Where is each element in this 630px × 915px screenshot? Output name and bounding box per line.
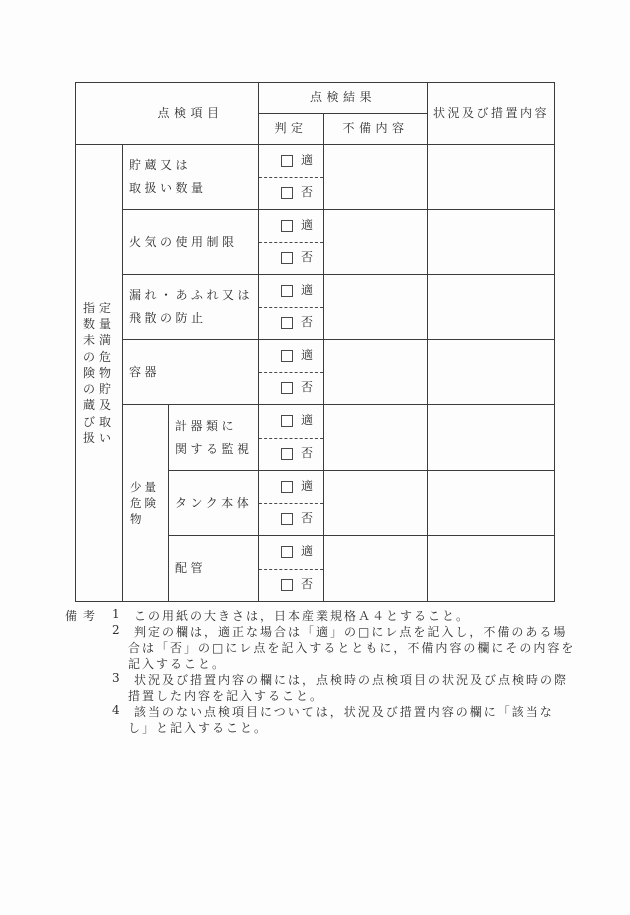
remarks-line xyxy=(0,671,630,687)
pass-label: 適 xyxy=(301,544,314,559)
item-line: 関する監視 xyxy=(175,441,253,456)
group-label-line: び取 xyxy=(83,414,116,429)
remarks-line xyxy=(0,607,630,623)
remarks-text: 措置した内容を記入すること。 xyxy=(128,689,325,703)
header-items xyxy=(76,83,259,145)
fail-checkbox[interactable] xyxy=(281,317,293,329)
remarks-number: 3 xyxy=(112,671,120,685)
pass-checkbox[interactable] xyxy=(281,415,293,427)
deficiency-cell xyxy=(324,405,428,471)
remarks-text: 状況及び措置内容の欄には，点検時の点検項目の状況及び点検時の際 xyxy=(134,673,569,687)
header-judgement-label: 判定 xyxy=(274,121,308,136)
inspection-table xyxy=(75,82,555,602)
judgement-cell xyxy=(259,536,324,601)
deficiency-cell xyxy=(324,536,428,601)
pass-option xyxy=(259,145,323,177)
group-label-line: の危 xyxy=(83,349,116,364)
remarks-line xyxy=(0,639,630,655)
status-cell xyxy=(428,145,554,210)
group-label-line: 険物 xyxy=(83,365,116,380)
pass-checkbox[interactable] xyxy=(281,220,293,232)
item-cell-instruments xyxy=(169,405,259,471)
fail-label: 否 xyxy=(301,315,314,330)
pass-option xyxy=(259,536,323,569)
judgement-cell xyxy=(259,405,324,471)
pass-label: 適 xyxy=(301,218,314,233)
fail-label: 否 xyxy=(301,445,314,460)
header-results-label: 点検結果 xyxy=(309,90,376,105)
remarks-number: 4 xyxy=(112,703,120,717)
fail-option xyxy=(259,503,323,535)
judgement-cell xyxy=(259,275,324,340)
item-line: 計器類に xyxy=(175,418,238,433)
remarks-line xyxy=(0,703,630,719)
item-cell-tank-body xyxy=(169,471,259,536)
subgroup-label-line: 危険 xyxy=(130,496,159,510)
item-cell-leak-prevention xyxy=(123,275,259,340)
pass-label: 適 xyxy=(301,479,314,494)
fail-checkbox[interactable] xyxy=(281,448,293,460)
deficiency-cell xyxy=(324,210,428,275)
status-cell xyxy=(428,471,554,536)
fail-label: 否 xyxy=(301,511,314,526)
fail-option xyxy=(259,438,323,471)
pass-checkbox[interactable] xyxy=(281,350,293,362)
header-deficiency xyxy=(324,114,428,145)
fail-checkbox[interactable] xyxy=(281,252,293,264)
remarks-text: この用紙の大きさは，日本産業規格Ａ４とすること。 xyxy=(134,609,471,623)
pass-checkbox[interactable] xyxy=(281,155,293,167)
status-cell xyxy=(428,340,554,405)
fail-checkbox[interactable] xyxy=(281,382,293,394)
fail-label: 否 xyxy=(301,380,314,395)
item-line: 取扱い数量 xyxy=(129,181,207,195)
group-label-cell xyxy=(76,145,123,601)
remarks-line xyxy=(0,719,630,735)
judgement-cell xyxy=(259,340,324,405)
remarks-text: し」と記入すること。 xyxy=(128,721,269,735)
item-line: 配管 xyxy=(175,561,207,575)
item-line: タンク本体 xyxy=(175,495,253,510)
group-label-line: 数量 xyxy=(83,316,116,331)
item-cell-piping xyxy=(169,536,259,601)
group-label-line: 扱い xyxy=(83,431,116,446)
item-line: 漏れ・あふれ又は xyxy=(129,288,254,302)
remarks-section xyxy=(0,607,630,747)
deficiency-cell xyxy=(324,145,428,210)
pass-option xyxy=(259,210,323,242)
pass-checkbox[interactable] xyxy=(281,285,293,297)
subgroup-label-line: 少量 xyxy=(130,480,159,494)
fail-option xyxy=(259,307,323,339)
fail-checkbox[interactable] xyxy=(281,579,293,591)
item-line: 飛散の防止 xyxy=(129,311,207,325)
remarks-line xyxy=(0,623,630,639)
fail-option xyxy=(259,569,323,602)
judgement-cell xyxy=(259,210,324,275)
header-status xyxy=(428,83,554,145)
judgement-cell xyxy=(259,471,324,536)
pass-option xyxy=(259,340,323,372)
subgroup-label-cell xyxy=(123,405,169,601)
pass-option xyxy=(259,275,323,307)
item-line: 火気の使用制限 xyxy=(129,234,238,249)
header-results xyxy=(259,83,428,114)
remarks-line xyxy=(0,655,630,671)
item-line: 容器 xyxy=(129,364,161,379)
pass-checkbox[interactable] xyxy=(281,481,293,493)
fail-option xyxy=(259,372,323,404)
status-cell xyxy=(428,275,554,340)
group-label-line: 未満 xyxy=(83,333,116,348)
fail-checkbox[interactable] xyxy=(281,513,293,525)
deficiency-cell xyxy=(324,275,428,340)
remarks-number: 2 xyxy=(112,623,120,637)
deficiency-cell xyxy=(324,471,428,536)
pass-option xyxy=(259,405,323,438)
item-cell-container xyxy=(123,340,259,405)
fail-option xyxy=(259,242,323,274)
group-label-line: の貯 xyxy=(83,382,116,397)
remarks-text: 合は「否」の□にレ点を記入するとともに，不備内容の欄にその内容を xyxy=(128,641,576,655)
pass-label: 適 xyxy=(301,348,314,363)
pass-label: 適 xyxy=(301,153,314,168)
header-deficiency-label: 不備内容 xyxy=(342,121,409,136)
fail-label: 否 xyxy=(301,250,314,265)
item-cell-fire-restriction xyxy=(123,210,259,275)
fail-checkbox[interactable] xyxy=(281,187,293,199)
item-line: 貯蔵又は xyxy=(129,158,192,172)
pass-checkbox[interactable] xyxy=(281,546,293,558)
remarks-text: 判定の欄は，適正な場合は「適」の□にレ点を記入し，不備のある場 xyxy=(134,625,568,639)
fail-label: 否 xyxy=(301,185,314,200)
fail-label: 否 xyxy=(301,576,314,591)
remarks-number: 1 xyxy=(112,607,120,621)
remarks-text: 記入すること。 xyxy=(128,657,227,671)
status-cell xyxy=(428,405,554,471)
status-cell xyxy=(428,536,554,601)
group-label-line: 蔵及 xyxy=(83,398,116,413)
fail-option xyxy=(259,177,323,209)
remarks-text: 該当のない点検項目については，状況及び措置内容の欄に「該当な xyxy=(134,705,554,719)
pass-label: 適 xyxy=(301,413,314,428)
judgement-cell xyxy=(259,145,324,210)
pass-label: 適 xyxy=(301,283,314,298)
header-items-label: 点検項目 xyxy=(157,105,224,120)
remarks-label: 備考 xyxy=(65,609,102,623)
subgroup-label-line: 物 xyxy=(130,512,145,526)
header-judgement xyxy=(259,114,324,145)
item-cell-storage-quantity xyxy=(123,145,259,210)
header-status-label: 状況及び措置内容 xyxy=(432,105,549,120)
deficiency-cell xyxy=(324,340,428,405)
pass-option xyxy=(259,471,323,503)
group-label-line: 指定 xyxy=(83,300,116,315)
status-cell xyxy=(428,210,554,275)
remarks-line xyxy=(0,687,630,703)
